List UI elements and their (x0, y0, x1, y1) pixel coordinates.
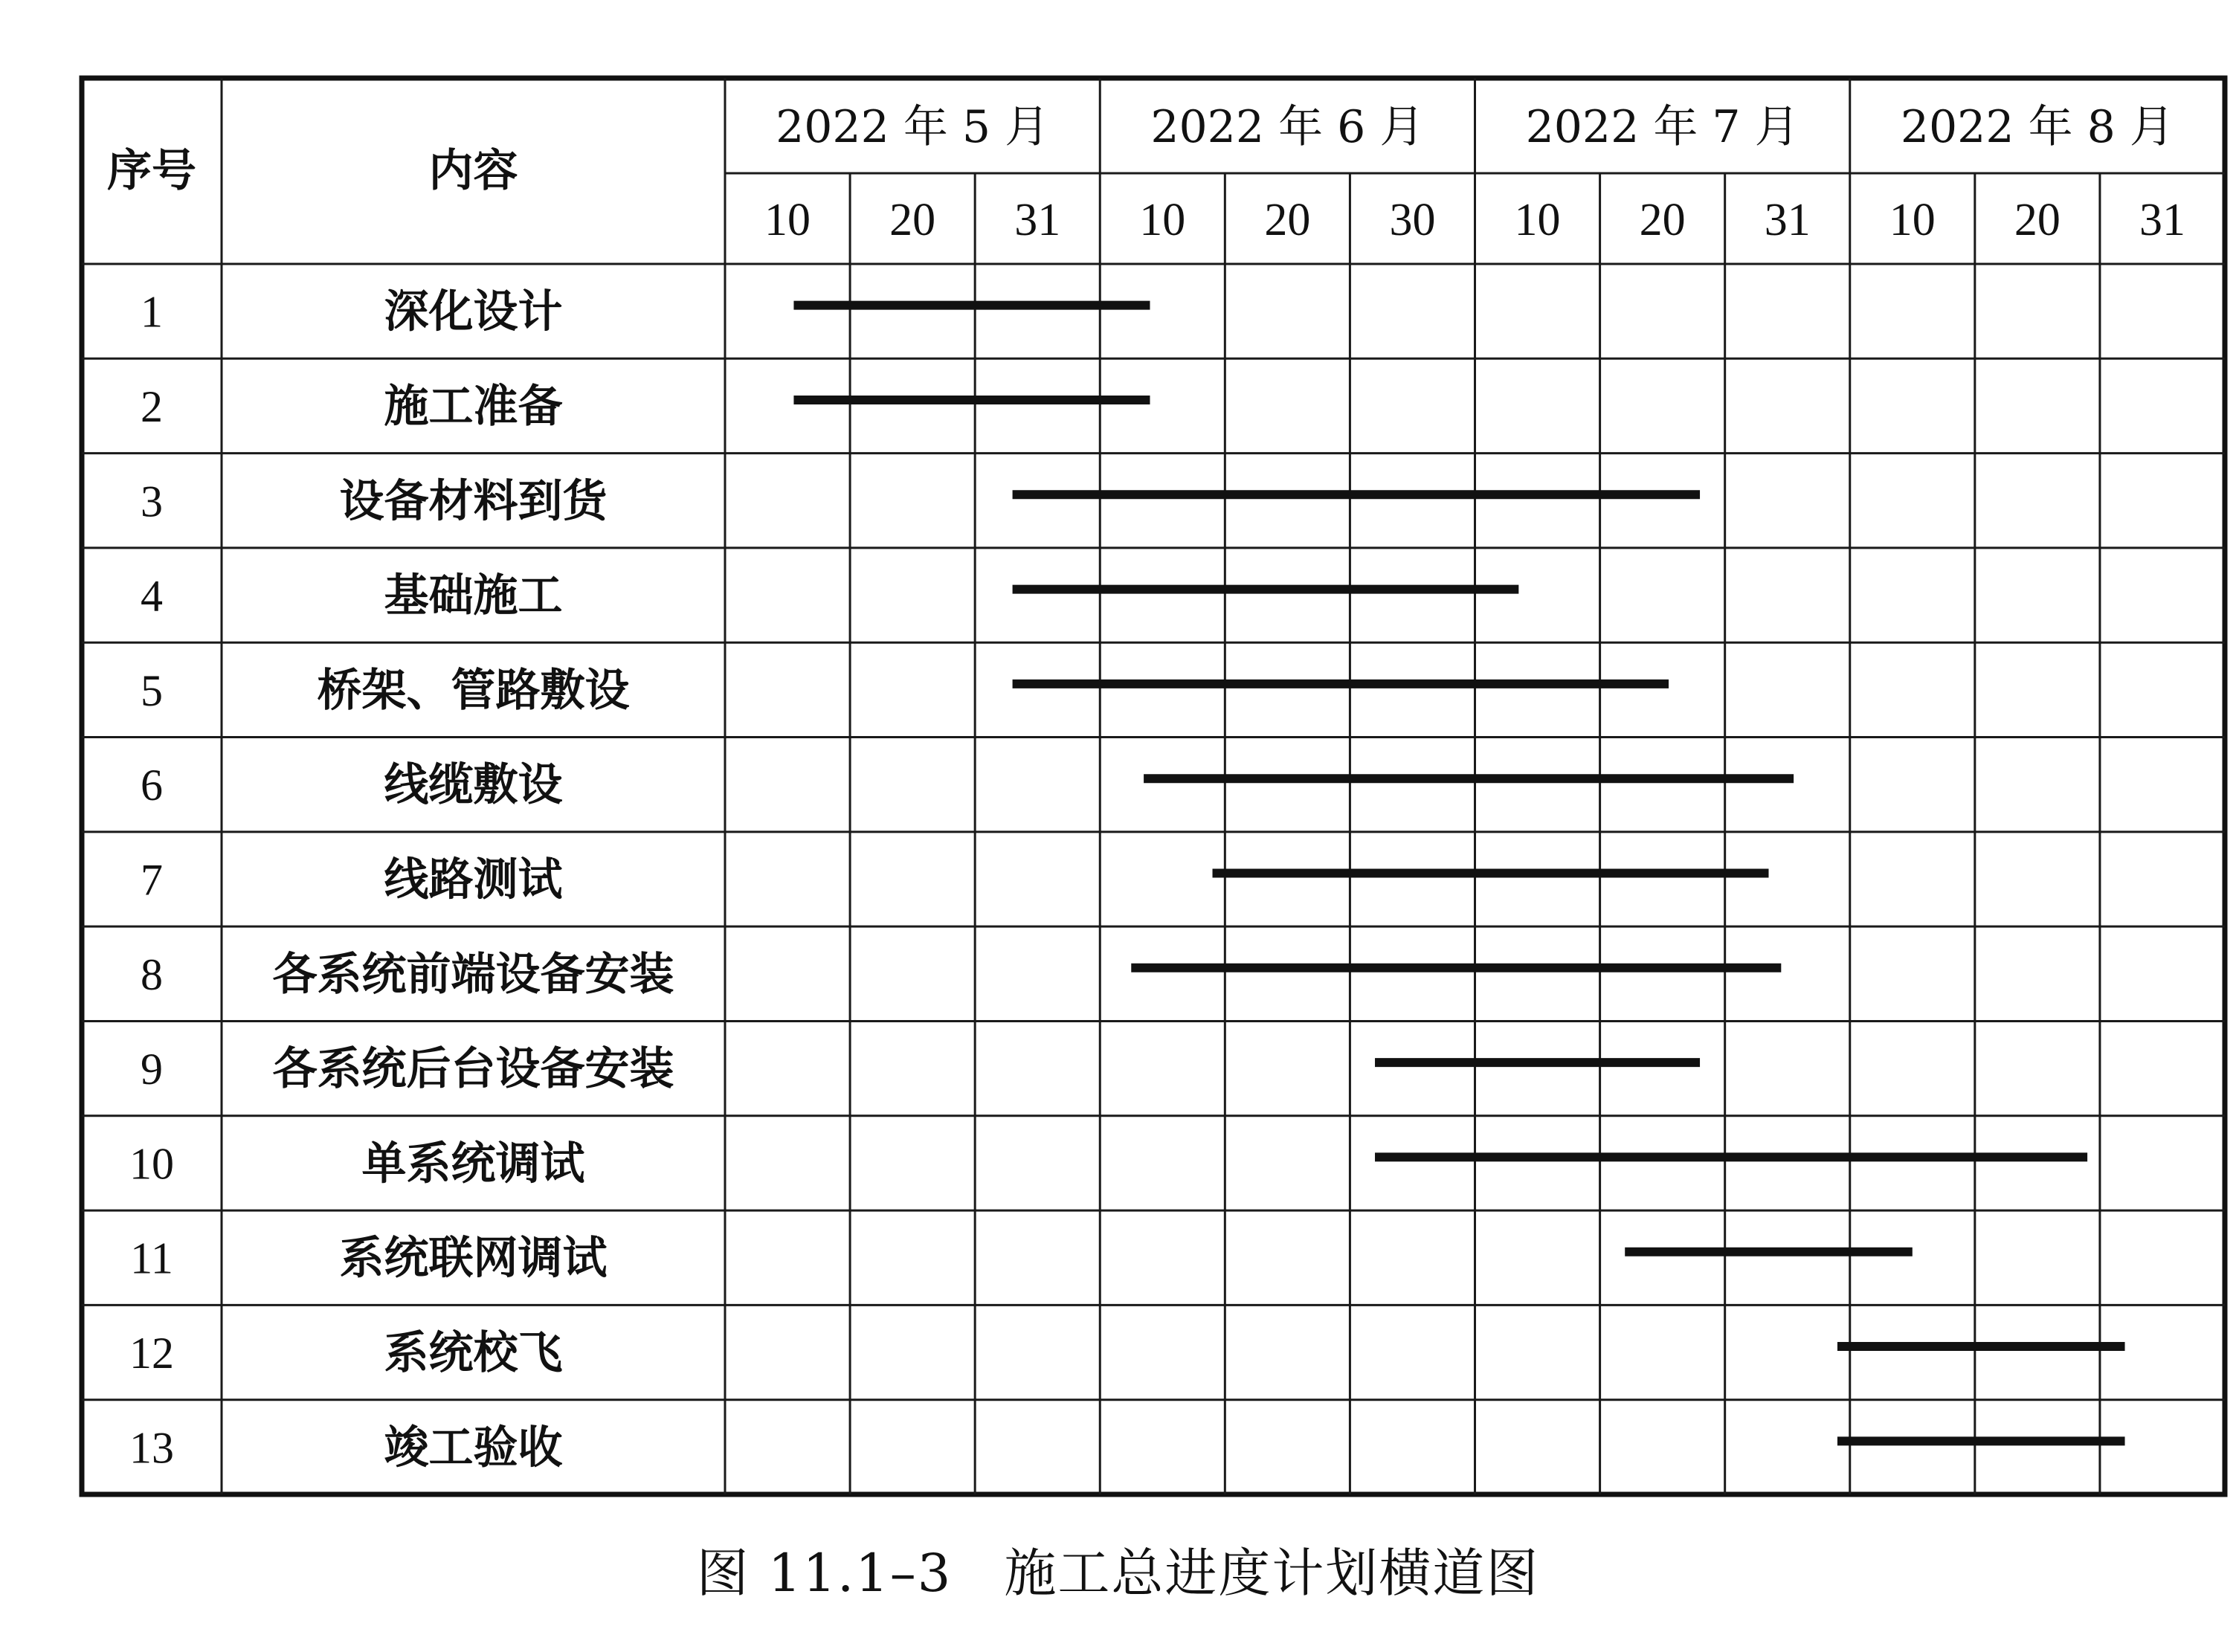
task-seq: 3 (141, 477, 163, 526)
day-tick-label: 10 (1139, 195, 1186, 245)
task-name: 施工准备 (384, 380, 563, 433)
task-seq: 12 (129, 1329, 174, 1378)
task-name: 基础施工 (384, 570, 563, 622)
task-seq: 2 (141, 381, 163, 431)
task-name: 深化设计 (384, 285, 563, 338)
month-label: 2022 年 6 月 (1150, 101, 1425, 153)
task-seq: 4 (141, 571, 163, 621)
task-name: 系统校飞 (384, 1327, 563, 1380)
task-name: 各系统后台设备安装 (272, 1043, 674, 1096)
bars-layer (793, 306, 2124, 1442)
task-seq: 11 (130, 1233, 173, 1283)
seq-header: 序号 (107, 145, 196, 197)
caption-title: 施工总进度计划横道图 (1004, 1543, 1540, 1604)
task-name: 系统联网调试 (339, 1232, 608, 1285)
day-tick-label: 10 (1514, 195, 1561, 245)
month-label: 2022 年 5 月 (776, 101, 1050, 153)
rows-layer (129, 286, 674, 1474)
caption-figure-number: 图 11.1–3 (696, 1543, 953, 1604)
day-tick-label: 10 (1889, 195, 1936, 245)
day-tick-label: 20 (1639, 195, 1686, 245)
month-label: 2022 年 7 月 (1525, 101, 1800, 153)
task-seq: 6 (141, 761, 163, 810)
figure-caption (0, 1532, 2236, 1607)
content-header: 内容 (428, 145, 518, 197)
day-tick-label: 31 (1764, 195, 1811, 245)
task-seq: 1 (141, 287, 163, 337)
task-name: 各系统前端设备安装 (272, 948, 674, 1001)
task-seq: 8 (141, 949, 163, 999)
day-tick-label: 31 (1014, 195, 1061, 245)
task-seq: 13 (129, 1423, 174, 1473)
task-name: 设备材料到货 (339, 475, 608, 528)
month-label: 2022 年 8 月 (1900, 101, 2174, 153)
day-tick-label: 20 (1264, 195, 1311, 245)
task-seq: 5 (141, 665, 163, 715)
task-name: 竣工验收 (384, 1422, 563, 1474)
task-name: 线路测试 (384, 854, 563, 906)
day-tick-label: 20 (889, 195, 936, 245)
task-name: 桥架、管路敷设 (317, 664, 630, 717)
task-seq: 7 (141, 855, 163, 905)
task-seq: 9 (141, 1045, 163, 1094)
day-tick-label: 10 (764, 195, 811, 245)
day-tick-label: 31 (2139, 195, 2185, 245)
task-name: 线缆敷设 (384, 759, 563, 812)
task-name: 单系统调试 (361, 1138, 585, 1190)
task-seq: 10 (129, 1139, 174, 1189)
day-tick-label: 20 (2014, 195, 2061, 245)
day-tick-label: 30 (1389, 195, 1436, 245)
